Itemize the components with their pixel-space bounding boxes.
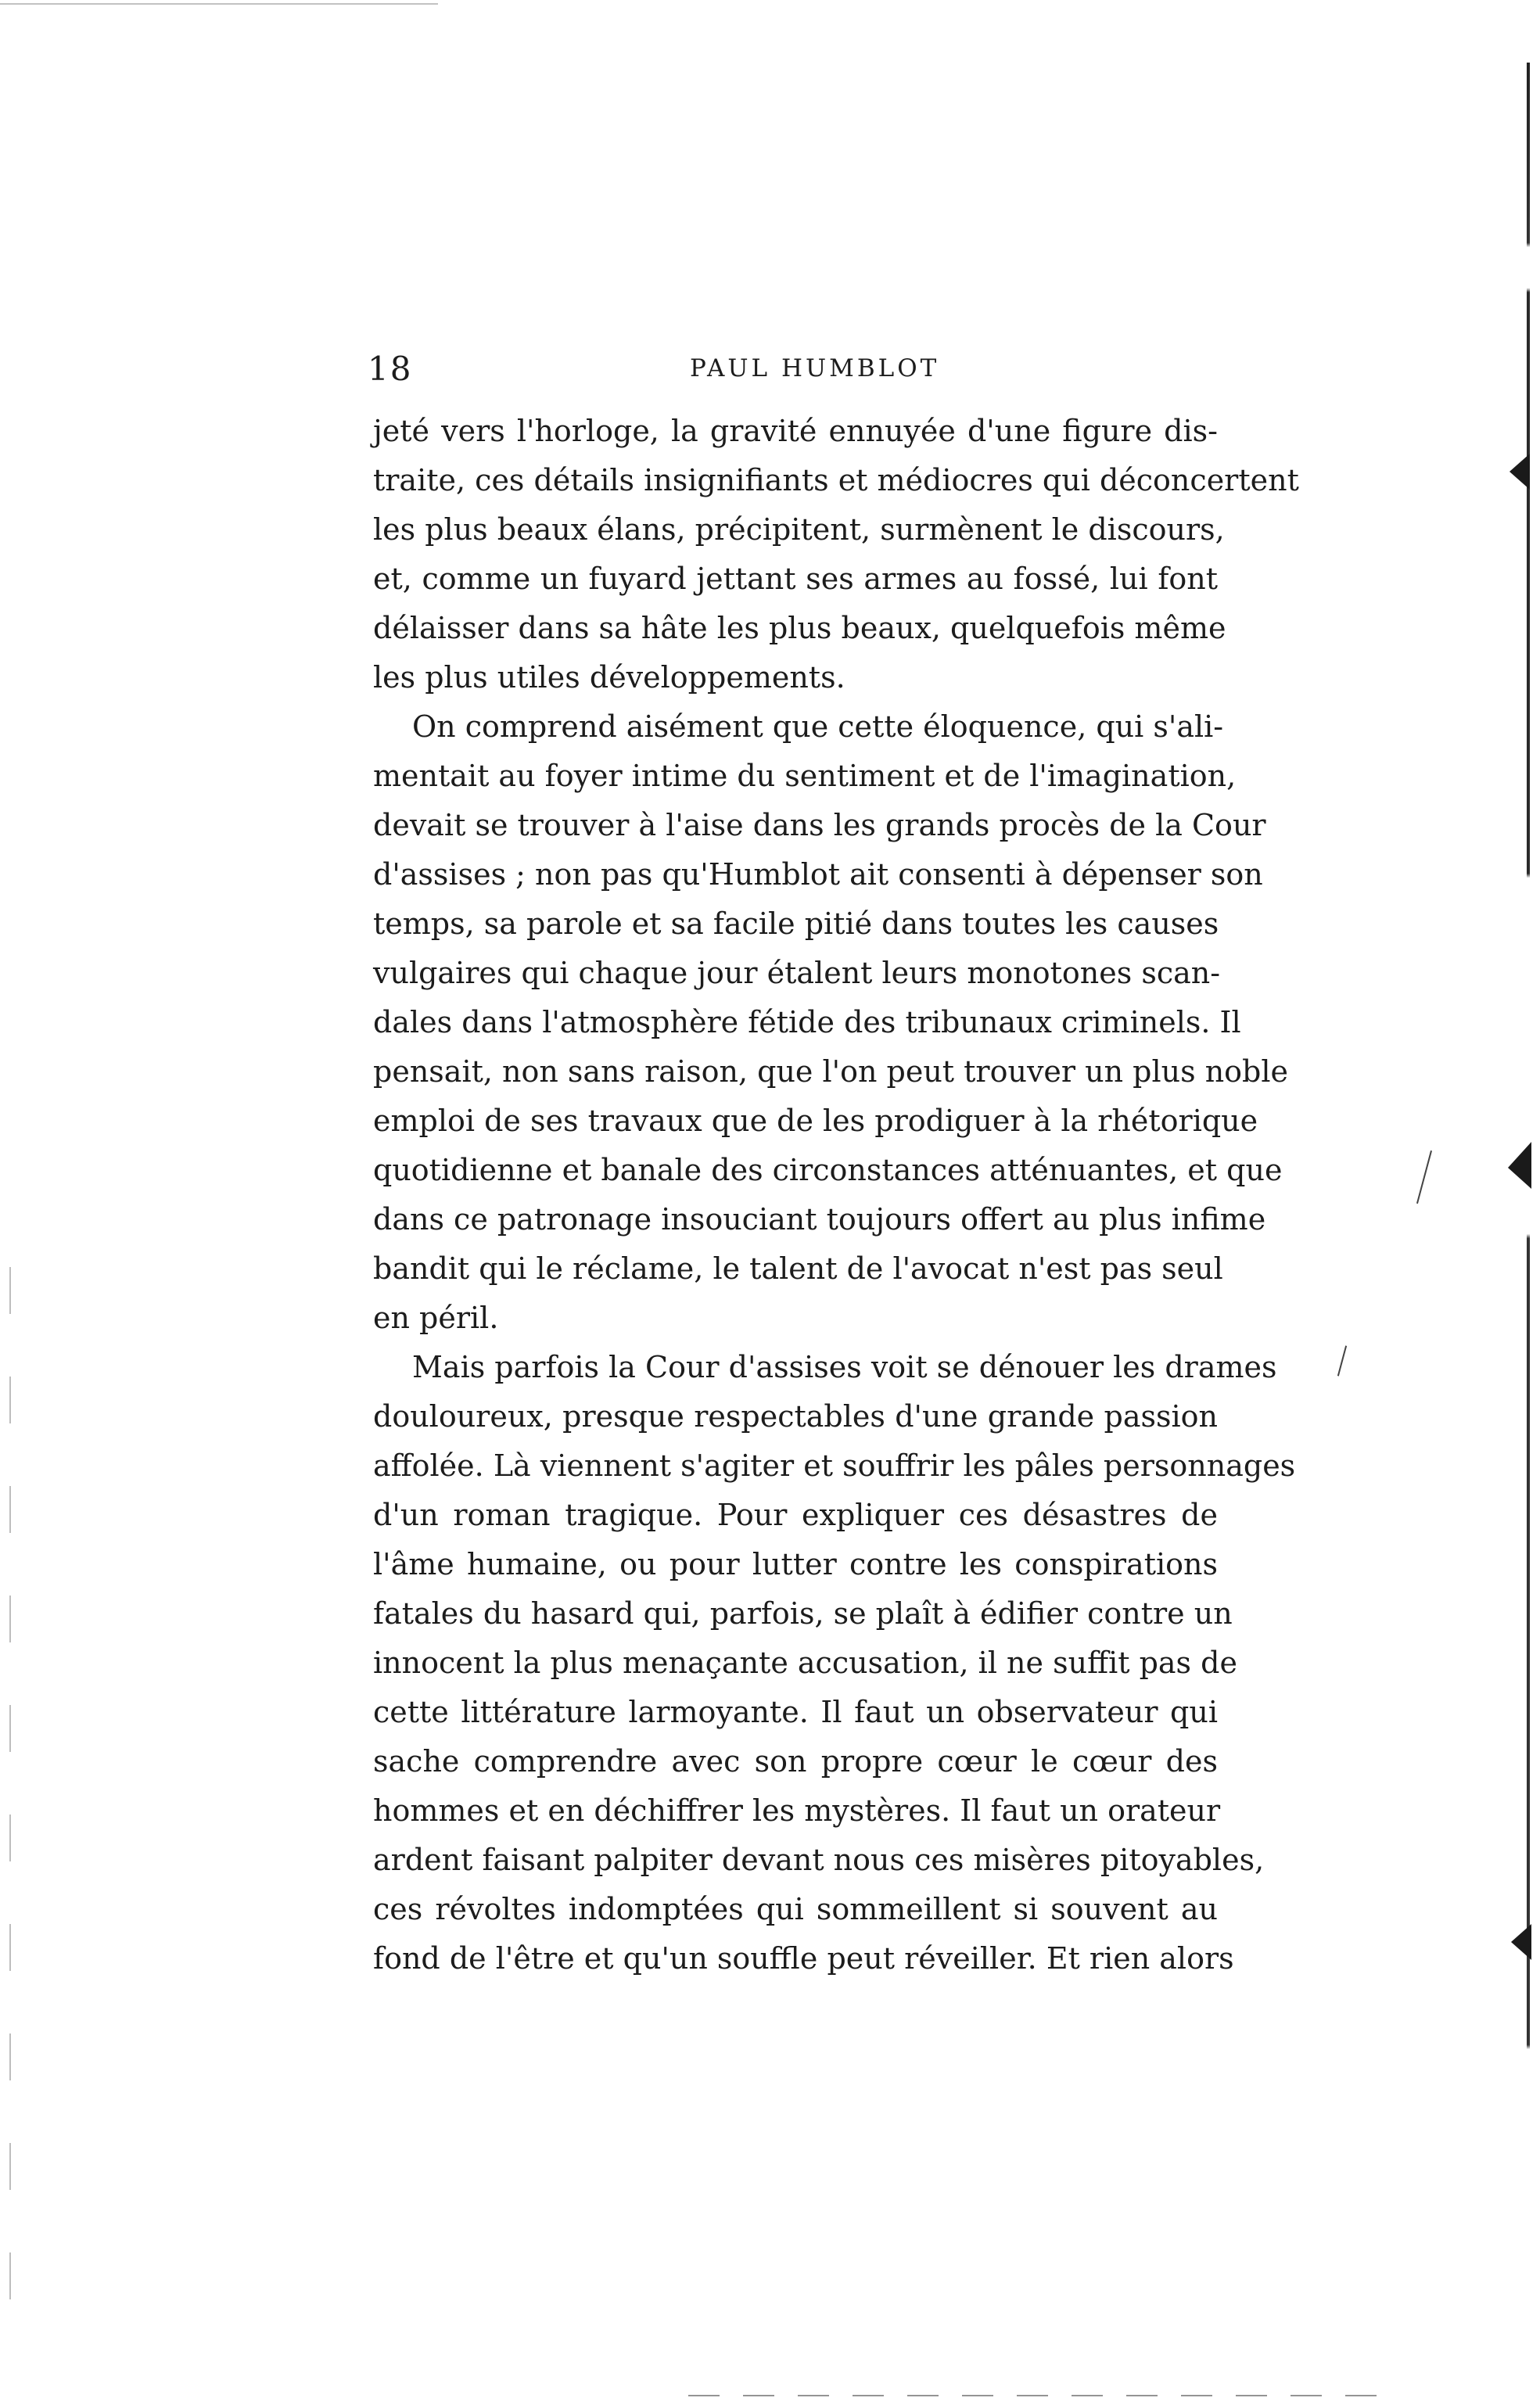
text-line: les plus utiles développements. [373,660,845,695]
text-line: bandit qui le réclame, le talent de l'avocat n'est pas seul [373,1251,1223,1286]
text-line: en péril. [373,1301,499,1335]
scan-artifact-bottom [688,2395,1392,2396]
text-line: douloureux, presque respectables d'une grande passion [373,1399,1218,1434]
text-line: l'âme humaine, ou pour lutter contre les conspirations [373,1547,1218,1581]
text-line: jeté vers l'horloge, la gravité ennuyée d'une figure dis- [373,414,1218,448]
text-line: affolée. Là viennent s'agiter et souffrir les pâles personnages [373,1448,1296,1483]
page-tab-mark [1509,454,1530,490]
text-line: d'un roman tragique. Pour expliquer ces désastres de [373,1498,1218,1532]
text-line: innocent la plus menaçante accusation, il ne suffit pas de [373,1646,1237,1680]
scan-artifact-top [0,3,438,5]
scan-speck [1416,1150,1432,1204]
text-line: les plus beaux élans, précipitent, surmènent le discours, [373,512,1225,547]
paragraph-start-line: On comprend aisément que cette éloquence, qui s'ali- [412,709,1224,744]
scan-speck [1337,1345,1347,1376]
body-text [373,407,1299,1983]
paragraph-start-line: Mais parfois la Cour d'assises voit se dénouer les drames [412,1350,1277,1384]
text-line: quotidienne et banale des circonstances atténuantes, et que [373,1153,1283,1187]
scan-artifact-left-edge [9,1267,11,2362]
text-line: pensait, non sans raison, que l'on peut trouver un plus noble [373,1054,1289,1089]
text-line: fatales du hasard qui, parfois, se plaît à édifier contre un [373,1596,1233,1631]
text-line: emploi de ses travaux que de les prodiguer à la rhétorique [373,1104,1258,1138]
text-line: délaisser dans sa hâte les plus beaux, quelquefois même [373,611,1226,645]
text-line: d'assises ; non pas qu'Humblot ait consenti à dépenser son [373,857,1263,892]
text-line: sache comprendre avec son propre cœur le cœur des [373,1744,1218,1779]
page-header [368,348,1228,395]
text-line: mentait au foyer intime du sentiment et de l'imagination, [373,759,1237,793]
text-line: fond de l'être et qu'un souffle peut réveiller. Et rien alors [373,1941,1234,1976]
text-line: dans ce patronage insouciant toujours offert au plus infime [373,1202,1266,1237]
text-line: traite, ces détails insignifiants et médiocres qui déconcertent [373,463,1299,497]
text-line: vulgaires qui chaque jour étalent leurs monotones scan- [373,956,1221,990]
scan-artifact-right-edge [1527,63,1530,2315]
page-number: 18 [368,350,413,388]
text-line: dales dans l'atmosphère fétide des tribunaux criminels. Il [373,1005,1241,1039]
text-line: cette littérature larmoyante. Il faut un observateur qui [373,1695,1218,1729]
text-line: ardent faisant palpiter devant nous ces misères pitoyables, [373,1843,1265,1877]
text-line: ces révoltes indomptées qui sommeillent si souvent au [373,1892,1218,1926]
text-line: et, comme un fuyard jettant ses armes au fossé, lui font [373,562,1218,596]
page-tab-mark [1508,1142,1531,1189]
page-tab-mark [1511,1924,1531,1960]
text-line: temps, sa parole et sa facile pitié dans toutes les causes [373,906,1219,941]
text-line: hommes et en déchiffrer les mystères. Il faut un orateur [373,1793,1221,1828]
text-line: devait se trouver à l'aise dans les grands procès de la Cour [373,808,1266,842]
running-title: PAUL HUMBLOT [690,354,940,382]
